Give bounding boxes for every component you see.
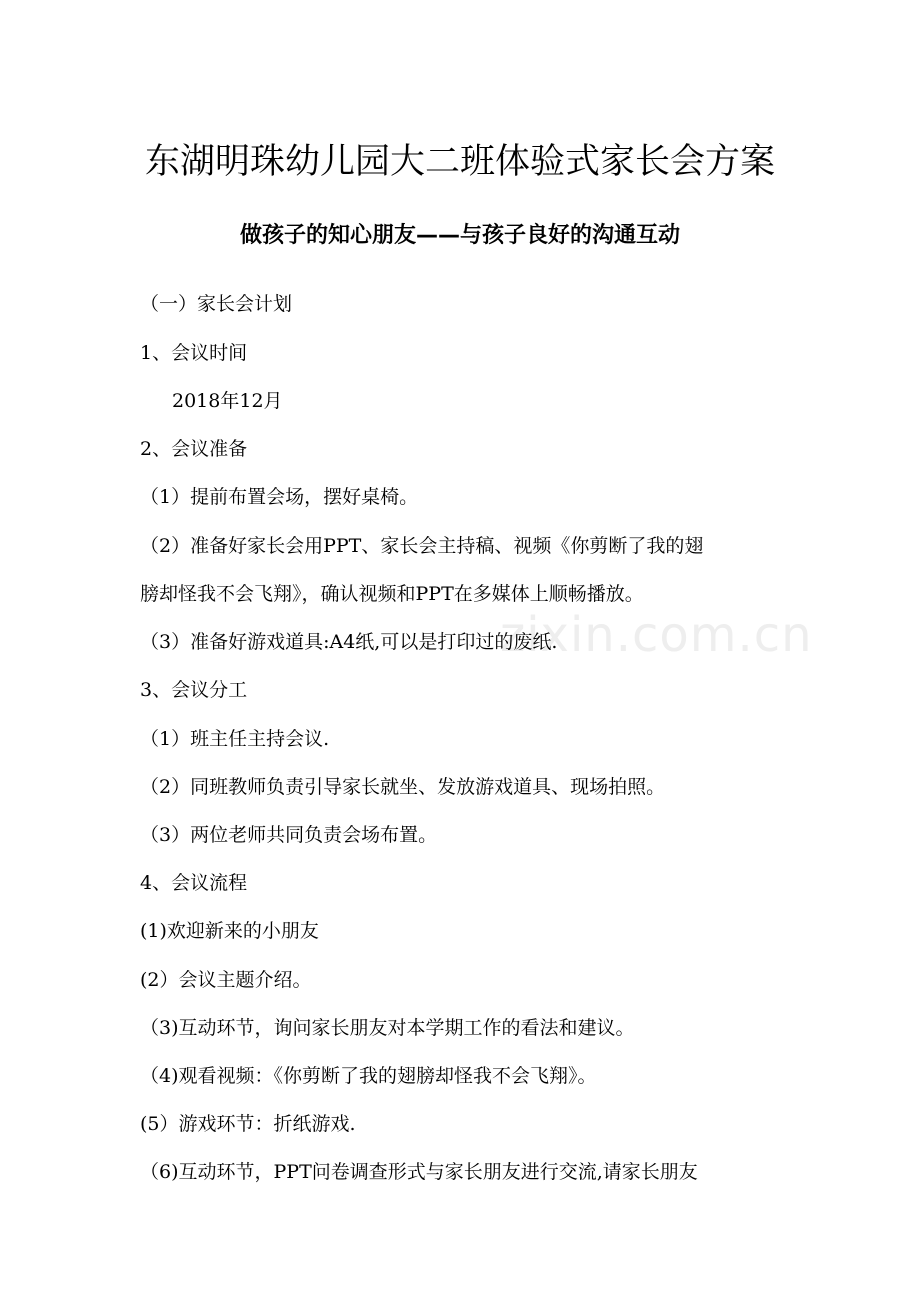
- division-item-1: （1）班主任主持会议.: [140, 728, 330, 750]
- item-heading-preparation: 2、会议准备: [140, 438, 248, 460]
- process-item-5: (5）游戏环节：折纸游戏.: [140, 1113, 356, 1135]
- item-heading-division: 3、会议分工: [140, 679, 248, 701]
- preparation-item-2-cont: 膀却怪我不会飞翔》，确认视频和PPT在多媒体上顺畅播放。: [140, 583, 644, 605]
- preparation-item-1: （1）提前布置会场，摆好桌椅。: [140, 486, 419, 508]
- item-heading-meeting-time: 1、会议时间: [140, 342, 248, 364]
- watermark: zixin.com.cn: [500, 607, 813, 663]
- meeting-time-value: 2018年12月: [172, 390, 283, 412]
- division-item-2: （2）同班教师负责引导家长就坐、发放游戏道具、现场拍照。: [140, 776, 666, 798]
- document-subtitle: 做孩子的知心朋友——与孩子良好的沟通互动: [239, 223, 680, 248]
- process-item-3: （3)互动环节，询问家长朋友对本学期工作的看法和建议。: [140, 1017, 635, 1039]
- process-item-4: （4)观看视频：《你剪断了我的翅膀却怪我不会飞翔》。: [140, 1065, 597, 1087]
- preparation-item-3: （3）准备好游戏道具:A4纸,可以是打印过的废纸.: [140, 631, 558, 653]
- process-item-6: （6)互动环节，PPT问卷调查形式与家长朋友进行交流,请家长朋友: [140, 1161, 698, 1183]
- item-heading-process: 4、会议流程: [140, 872, 248, 894]
- document-title: 东湖明珠幼儿园大二班体验式家长会方案: [144, 142, 775, 182]
- section-heading-plan: （一）家长会计划: [140, 293, 293, 315]
- preparation-item-2: （2）准备好家长会用PPT、家长会主持稿、视频《你剪断了我的翅: [140, 535, 704, 557]
- process-item-1: (1)欢迎新来的小朋友: [140, 920, 319, 942]
- division-item-3: （3）两位老师共同负责会场布置。: [140, 824, 438, 846]
- process-item-2: (2）会议主题介绍。: [140, 969, 312, 991]
